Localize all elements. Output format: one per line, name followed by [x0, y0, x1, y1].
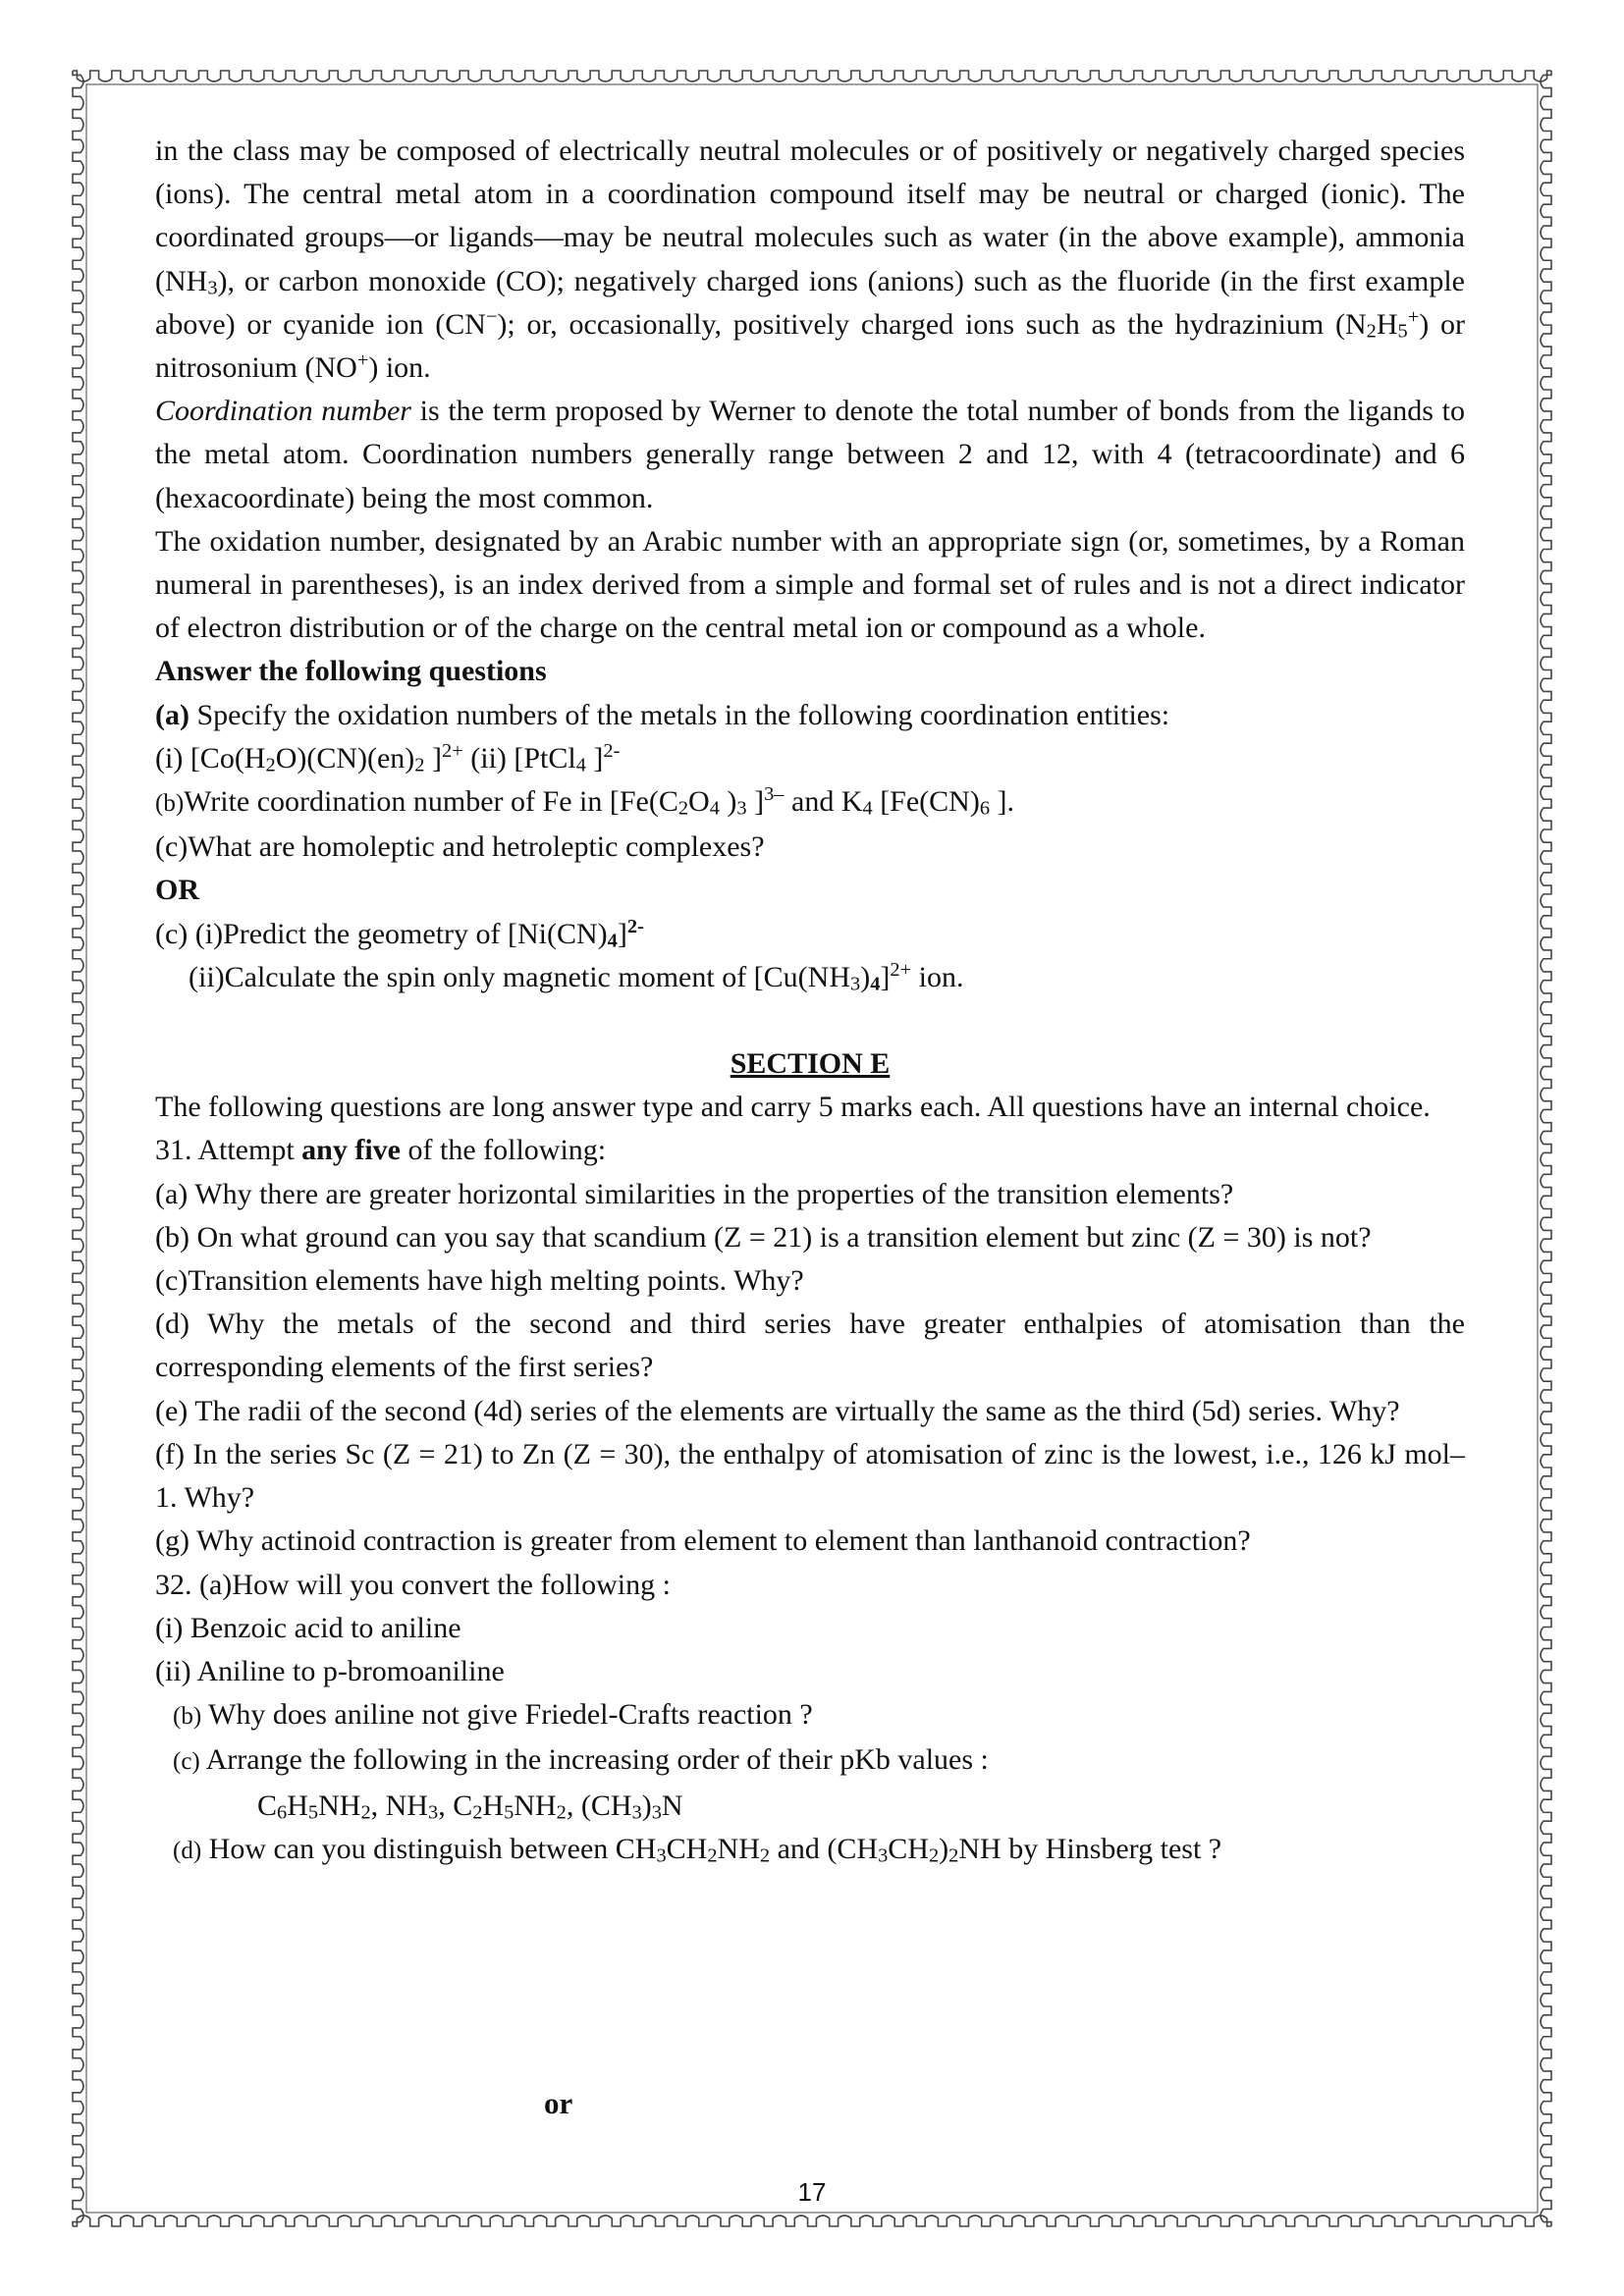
question-31-item: (d) Why the metals of the second and third series have greater enthalpies of atomisation than the corresponding elements of the first series?: [155, 1308, 1465, 1384]
amine-formula-list: $C_6H_5NH_2$, $NH_3$, $C_2H_5NH_2$, $(CH_3)_3N$: [257, 1789, 683, 1824]
question-31-item: (g) Why actinoid contraction is greater from element to element than lanthanoid contraction?: [155, 1524, 1251, 1558]
questions-heading: Answer the following questions: [155, 655, 547, 688]
or-label: OR: [155, 874, 199, 907]
border-edge: [1541, 71, 1551, 2226]
intro-paragraph-oxidation-number: The oxidation number, designated by an Arabic number with an appropriate sign (or, sometimes, by a Roman numeral in parentheses), is an index derived from a simple and formal set of rules and is not a direct indicator of electron distribution or of the charge on the central metal ion or compound as a whole.: [155, 524, 1465, 645]
question-32-a: 32. (a)How will you convert the following :: [155, 1568, 671, 1601]
question-a: (a) Specify the oxidation numbers of the metals in the following coordination entities:: [155, 698, 1170, 731]
question-32-a-i: (i) Benzoic acid to aniline: [155, 1611, 461, 1644]
question-32-b: (b) Why does aniline not give Friedel-Crafts reaction ?: [173, 1698, 813, 1732]
question-31-item: (e) The radii of the second (4d) series of the elements are virtually the same as the third (5d) series. Why?: [155, 1394, 1400, 1427]
border-edge: [73, 71, 83, 2226]
section-e-intro: The following questions are long answer type and carry 5 marks each. All questions have an internal choice.: [155, 1091, 1431, 1124]
question-31: 31. Attempt any five of the following:: [155, 1134, 607, 1167]
intro-paragraph-coordination-number: Coordination number is the term proposed by Werner to denote the total number of bonds from the ligands to the metal atom. Coordination numbers generally range between 2 and 12, with 4 (tetracoordinate) and 6 (hexacoordinate) being the most common.: [155, 395, 1465, 514]
question-c: (c)What are homoleptic and hetroleptic complexes?: [155, 830, 765, 864]
or-separator: or: [544, 2086, 573, 2120]
question-a-entities: (i) [$Co(H_2O)(CN)(en)_2$ ]$^{2+}$ (ii) [PtCl$_4$ ]$^{2-}$: [155, 739, 621, 776]
question-c-ii: (ii)Calculate the spin only magnetic moment of $[Cu(NH_3)_4]^{2+}$ ion.: [189, 958, 964, 995]
page-number: 17: [797, 2177, 827, 2207]
border-edge: [73, 2216, 1551, 2226]
question-c-i: (c) (i)Predict the geometry of $[Ni(CN)_4]^{2-}$: [155, 915, 644, 952]
question-32-c: (c) Arrange the following in the increasing order of their pKb values :: [173, 1743, 989, 1777]
question-32-d: (d) How can you distinguish between $CH_3CH_2NH_2$ and $(CH_3CH_2)_2NH$ by Hinsberg test ?: [173, 1832, 1222, 1867]
question-31-item: (c)Transition elements have high melting points. Why?: [155, 1264, 804, 1298]
question-b: (b)Write coordination number of Fe in [$Fe(C_2O_4$ )$_3$ ]$^{3-}$ and $K_4$ [$Fe(CN)_6$ ].: [155, 782, 1015, 820]
question-31-item: (b) On what ground can you say that scandium (Z = 21) is a transition element but zinc (Z = 30) is not?: [155, 1220, 1372, 1254]
section-e-title: SECTION E: [730, 1047, 891, 1081]
question-31-item: (f) In the series Sc (Z = 21) to Zn (Z = 30), the enthalpy of atomisation of zinc is the lowest, i.e., 126 kJ mol–1. Why?: [155, 1437, 1465, 1515]
question-31-item: (a) Why there are greater horizontal similarities in the properties of the transition elements?: [155, 1177, 1234, 1210]
question-32-a-ii: (ii) Aniline to p-bromoaniline: [155, 1654, 505, 1687]
border-edge: [73, 71, 1551, 81]
page-content: [155, 130, 1465, 1873]
intro-paragraph-ligands: in the class may be composed of electrically neutral molecules or of positively or negatively charged species (ions). The central metal atom in a coordination compound itself may be neutral or charged (ionic). The coordinated groups—or ligands—may be neutral molecules such as water (in the above example), ammonia $(NH_3)$, or carbon monoxide (CO); negatively charged ions (anions) such as the fluoride (in the first example above) or cyanide ion (CN−); or, occasionally, positively charged ions such as the hydrazinium $(N_2H_5^+)$ or nitrosonium (NO+) ion.: [155, 134, 1465, 385]
